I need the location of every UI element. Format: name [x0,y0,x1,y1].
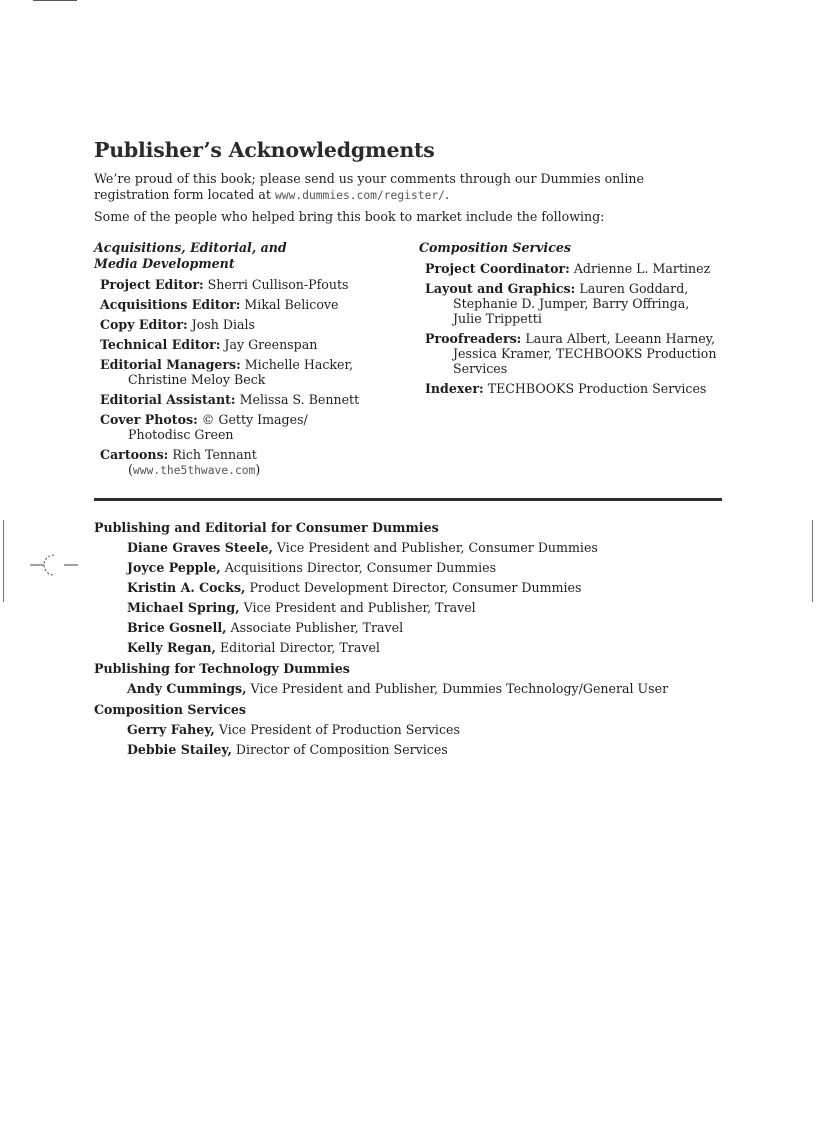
right-column [419,240,729,401]
staff-role: Indexer: [425,381,484,396]
credit-group-title: Publishing and Editorial for Consumer Dummies [94,520,439,535]
person-name: Debbie Stailey, [127,742,232,757]
person-name: Kristin A. Cocks, [127,580,246,595]
credit-group [94,702,734,758]
credit-person [127,580,734,596]
person-role: Vice President and Publisher, Dummies Technology/General User [250,681,669,696]
crop-mark-top [33,0,77,1]
registration-mark-icon [30,550,78,580]
staff-name: Sherri Cullison-Pfouts [207,277,349,292]
staff-name: Michelle Hacker, Christine Meloy Beck [128,357,354,387]
intro-paragraph-2: Some of the people who helped bring this book to market include the following: [94,209,605,224]
staff-role: Layout and Graphics: [425,281,576,296]
credit-person [127,620,734,636]
staff-name: Josh Dials [191,317,255,332]
staff-entry: Cartoons: Rich Tennant (www.the5thwave.com) [100,447,261,477]
person-role: Vice President and Publisher, Consumer Dummies [276,540,598,555]
person-name: Michael Spring, [127,600,240,615]
person-role: Vice President of Production Services [218,722,460,737]
staff-role: Project Editor: [100,277,204,292]
person-name: Diane Graves Steele, [127,540,273,555]
person-role: Director of Composition Services [235,742,448,757]
left-column [94,240,394,483]
credit-person [127,722,734,738]
person-name: Joyce Pepple, [127,560,221,575]
intro-paragraph [94,171,722,204]
staff-name: Laura Albert, Leeann Harney, Jessica Kramer, TECHBOOKS Production Services [453,331,717,376]
person-name: Brice Gosnell, [127,620,227,635]
staff-entry [100,297,394,312]
credit-person [127,600,734,616]
staff-name: Lauren Goddard, Stephanie D. Jumper, Barry Offringa, Julie Trippetti [453,281,690,326]
staff-role: Proofreaders: [425,331,522,346]
staff-name: Rich Tennant [172,447,257,462]
staff-role: Editorial Assistant: [100,392,236,407]
person-role: Editorial Director, Travel [219,640,380,655]
cartoons-url[interactable]: www.the5thwave.com [132,464,256,477]
staff-entry [100,277,394,292]
staff-entry [100,357,378,387]
staff-role: Cartoons: [100,447,169,462]
credit-group [94,661,734,697]
staff-name: Mikal Belicove [244,297,339,312]
staff-name: Adrienne L. Martinez [573,261,711,276]
staff-role: Project Coordinator: [425,261,570,276]
left-column-heading: Acquisitions, Editorial, and Media Development [94,240,287,271]
section-divider [94,498,722,501]
intro-text: We’re proud of this book; please send us your comments through our Dummies online registration form located at [94,171,644,202]
acknowledgments-section [94,138,722,484]
page-title: Publisher’s Acknowledgments [94,138,435,162]
staff-entry [100,412,328,442]
staff-name: Melissa S. Bennett [239,392,360,407]
person-role: Product Development Director, Consumer Dummies [249,580,582,595]
intro [94,171,722,225]
staff-role: Editorial Managers: [100,357,241,372]
credit-group-title: Composition Services [94,702,246,717]
person-name: Andy Cummings, [127,681,247,696]
credit-person [127,560,734,576]
credit-person [127,540,734,556]
crop-mark-right [812,520,813,602]
staff-name: © Getty Images/ Photodisc Green [128,412,308,442]
staff-name: TECHBOOKS Production Services [487,381,707,396]
intro-end: . [444,187,449,202]
staff-entry [100,317,394,332]
staff-entry [100,392,394,407]
credit-person [127,742,734,758]
staff-columns [94,240,722,484]
register-url[interactable]: www.dummies.com/register/ [274,189,445,202]
credit-person [127,681,734,697]
staff-entry [100,337,394,352]
publishing-credits [94,520,734,763]
person-name: Gerry Fahey, [127,722,215,737]
staff-role: Copy Editor: [100,317,188,332]
staff-entry [425,281,721,326]
crop-mark-left [3,520,4,602]
right-column-heading: Composition Services [419,240,571,255]
credit-group-title: Publishing for Technology Dummies [94,661,350,676]
staff-entry [425,381,729,396]
person-role: Acquisitions Director, Consumer Dummies [224,560,497,575]
staff-role: Technical Editor: [100,337,221,352]
staff-entry [425,331,723,376]
person-role: Associate Publisher, Travel [230,620,404,635]
credit-group [94,520,734,656]
staff-role: Cover Photos: [100,412,198,427]
person-name: Kelly Regan, [127,640,216,655]
staff-name: Jay Greenspan [224,337,318,352]
staff-role: Acquisitions Editor: [100,297,241,312]
credit-person [127,640,734,656]
person-role: Vice President and Publisher, Travel [243,600,476,615]
staff-entry [425,261,729,276]
